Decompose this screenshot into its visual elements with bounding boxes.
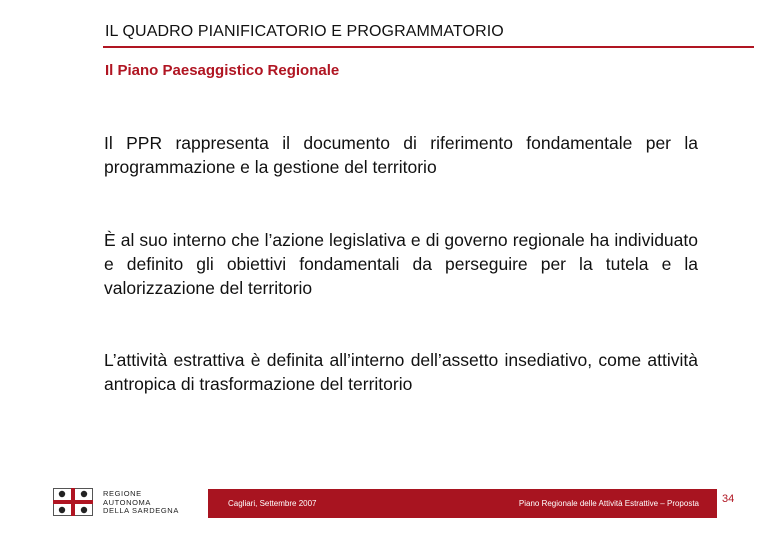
four-moors-flag-icon — [53, 488, 93, 516]
region-name — [103, 490, 179, 516]
region-line-2: AUTONOMA — [103, 497, 151, 507]
title-divider — [103, 46, 754, 48]
paragraph-3: L’attività estrattiva è definita all’interno dell’assetto insediativo, come attività antropica di trasformazione del territorio — [104, 350, 698, 394]
page-number: 34 — [722, 493, 735, 505]
slide-title: IL QUADRO PIANIFICATORIO E PROGRAMMATORIO — [105, 23, 504, 40]
footer-date: Cagliari, Settembre 2007 — [228, 499, 317, 508]
paragraph-2: È al suo interno che l’azione legislativa e di governo regionale ha individuato e definito gli obiettivi fondamentali da perseguire per la tutela e la valorizzazione del territorio — [104, 230, 698, 298]
paragraph-1: Il PPR rappresenta il documento di riferimento fondamentale per la programmazione e la gestione del territorio — [104, 133, 698, 177]
footer-document-title: Piano Regionale delle Attività Estrattive – Proposta — [518, 499, 699, 508]
footer-bar — [208, 489, 717, 518]
region-line-3: DELLA SARDEGNA — [103, 506, 179, 516]
region-line-1: REGIONE — [103, 489, 142, 498]
slide-subtitle: Il Piano Paesaggistico Regionale — [105, 62, 340, 79]
